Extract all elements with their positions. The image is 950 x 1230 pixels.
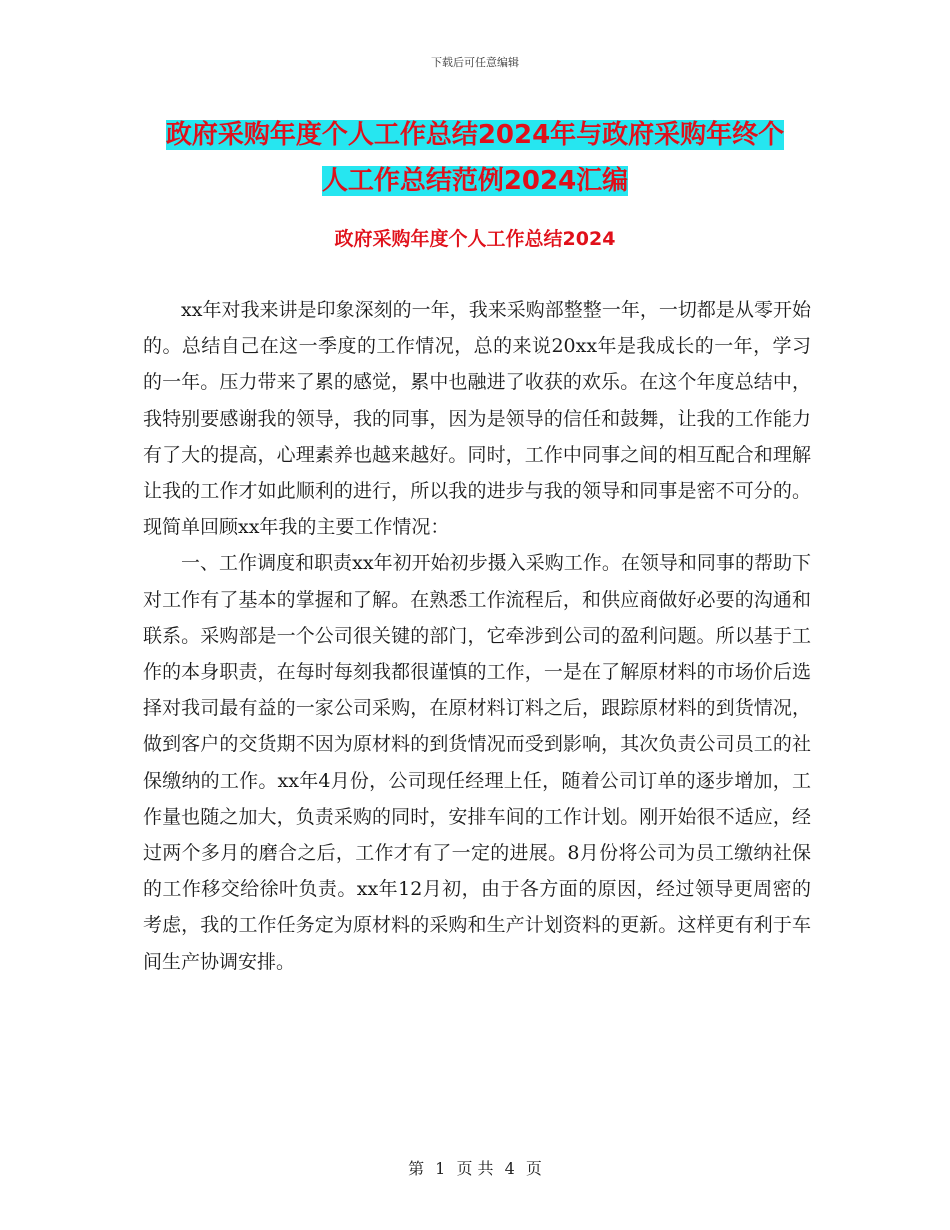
- footer-suffix: 页: [525, 1159, 542, 1178]
- paragraph-2: 一、工作调度和职责xx年初开始初步摄入采购工作。在领导和同事的帮助下对工作有了基本的掌握和了解。在熟悉工作流程后，和供应商做好必要的沟通和联系。采购部是一个公司很关键的部门，它牵涉到公司的盈利问题。所以基于工作的本身职责，在每时每刻我都很谨慎的工作，一是在了解原材料的市场价后选择对我司最有益的一家公司采购，在原材料订料之后，跟踪原材料的到货情况，做到客户的交货期不因为原材料的到货情况而受到影响，其次负责公司员工的社保缴纳的工作。xx年4月份，公司现任经理上任，随着公司订单的逐步增加，工作量也随之加大，负责采购的同时，安排车间的工作计划。刚开始很不适应，经过两个多月的磨合之后，工作才有了一定的进展。8月份将公司为员工缴纳社保的工作移交给徐叶负责。xx年12月初，由于各方面的原因，经过领导更周密的考虑，我的工作任务定为原材料的采购和生产计划资料的更新。这样更有利于车间生产协调安排。: [143, 552, 811, 973]
- document-title: [140, 112, 810, 204]
- header-note: 下载后可任意编辑: [431, 56, 519, 69]
- page-number: 1: [435, 1159, 446, 1178]
- document-title-line-2: 人工作总结范例2024汇编: [321, 166, 629, 196]
- page-footer: [0, 1156, 950, 1179]
- document-title-line-1: 政府采购年度个人工作总结2024年与政府采购年终个: [165, 120, 785, 150]
- footer-prefix: 第: [408, 1159, 425, 1178]
- body-text: [143, 292, 811, 980]
- footer-middle: 页 共: [456, 1159, 494, 1178]
- section-title: 政府采购年度个人工作总结2024: [334, 228, 616, 250]
- page-total: 4: [504, 1159, 515, 1178]
- paragraph-1: xx年对我来讲是印象深刻的一年，我来采购部整整一年，一切都是从零开始的。总结自己在这一季度的工作情况，总的来说20xx年是我成长的一年，学习的一年。压力带来了累的感觉，累中也融进了收获的欢乐。在这个年度总结中，我特别要感谢我的领导，我的同事，因为是领导的信任和鼓舞，让我的工作能力有了大的提高，心理素养也越来越好。同时，工作中同事之间的相互配合和理解让我的工作才如此顺利的进行，所以我的进步与我的领导和同事是密不可分的。现简单回顾xx年我的主要工作情况：: [143, 299, 811, 539]
